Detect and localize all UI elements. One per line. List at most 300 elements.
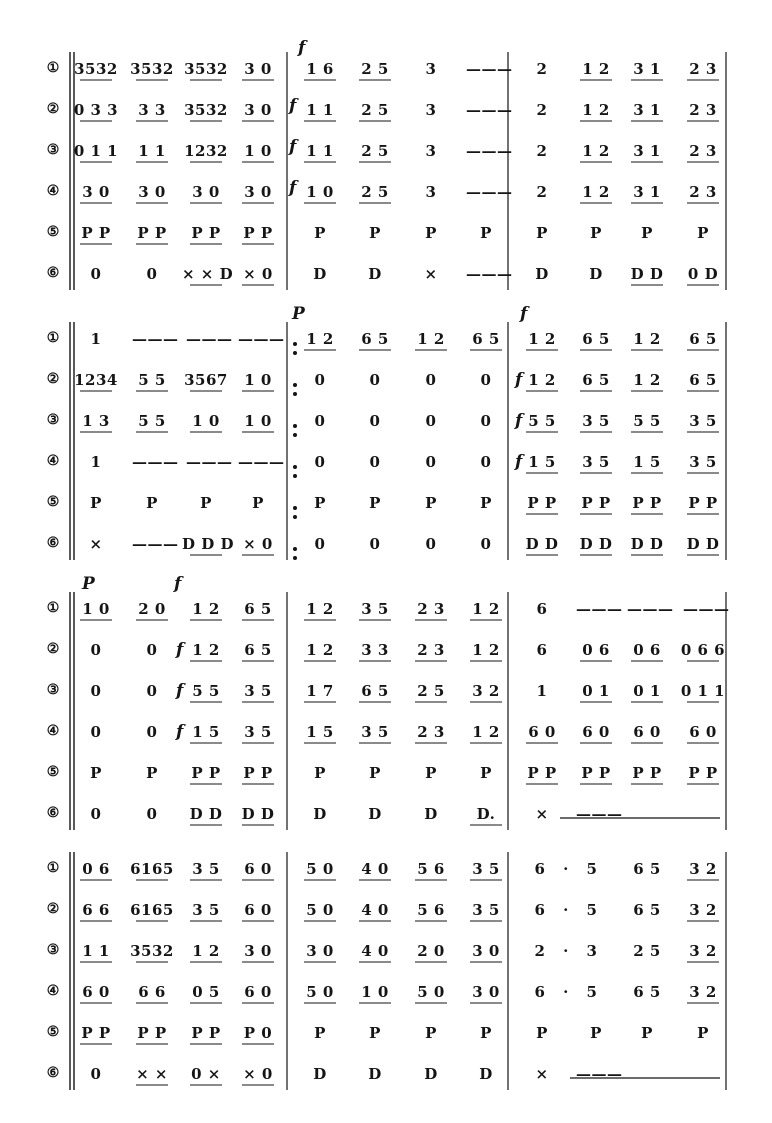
note-cell: 1 2 [582, 101, 610, 119]
part-label: ⑤ [46, 224, 60, 240]
note-cell: 4 0 [361, 901, 389, 919]
note-cell: × [535, 1065, 549, 1083]
note-cell: P [425, 1024, 437, 1042]
note-cell: 3532 [184, 101, 228, 119]
note-cell: 0 [146, 805, 158, 823]
note-cell: 0 [146, 641, 158, 659]
part-label: ① [46, 600, 60, 616]
note-cell: 0 [369, 412, 381, 430]
note-cell: P P [527, 494, 557, 512]
note-cell: 5 6 [417, 860, 445, 878]
note-cell: 1 [90, 330, 102, 348]
note-cell: 3 [425, 183, 437, 201]
note-cell: P [369, 494, 381, 512]
note-cell: 0 3 3 [73, 101, 119, 119]
repeat-dot [293, 506, 297, 510]
note-cell: P P [527, 764, 557, 782]
dynamic-forte: f [174, 574, 182, 594]
note-cell: 0 1 [582, 682, 610, 700]
dynamic-forte: f [176, 722, 184, 742]
note-cell: 2 [536, 60, 548, 78]
note-cell: 2 [536, 183, 548, 201]
note-cell: 6 6 [138, 983, 166, 1001]
note-cell: 6 5 [361, 682, 389, 700]
note-cell: 6 5 [633, 983, 661, 1001]
part-label: ⑥ [46, 805, 60, 821]
note-cell: 1234 [74, 371, 118, 389]
note-cell: P P [191, 224, 221, 242]
note-cell: 6 0 [244, 860, 272, 878]
note-cell: P [90, 764, 102, 782]
part-label: ③ [46, 682, 60, 698]
note-cell: D [368, 805, 382, 823]
note-cell: 1 1 [306, 142, 334, 160]
note-cell: 1 2 [306, 330, 334, 348]
note-cell: 0 [480, 371, 492, 389]
note-cell: 6 6 [82, 901, 110, 919]
note-cell: · [563, 901, 569, 919]
note-cell: P P [191, 764, 221, 782]
note-cell: P P [137, 224, 167, 242]
note-cell: P P [688, 764, 718, 782]
repeat-dot [293, 474, 297, 478]
note-cell: D D [189, 805, 223, 823]
note-cell: 1 [90, 453, 102, 471]
note-cell: 1 5 [633, 453, 661, 471]
note-cell: 1 0 [82, 600, 110, 618]
note-cell: 0 [480, 412, 492, 430]
note-cell: P [641, 224, 653, 242]
note-cell: 5 5 [633, 412, 661, 430]
note-cell: P [146, 764, 158, 782]
note-cell: P P [81, 224, 111, 242]
note-cell: 2 3 [417, 600, 445, 618]
note-cell: 0 [369, 535, 381, 553]
part-label: ③ [46, 412, 60, 428]
note-cell: 1 2 [417, 330, 445, 348]
note-cell: 1 1 [306, 101, 334, 119]
note-cell: P [314, 494, 326, 512]
note-cell: 2 5 [361, 101, 389, 119]
note-cell: 0 [369, 371, 381, 389]
held-note: ——— [466, 101, 513, 119]
note-cell: 0 [90, 1065, 102, 1083]
note-cell: P 0 [243, 1024, 273, 1042]
note-cell: 3 0 [472, 983, 500, 1001]
note-cell: 3532 [130, 942, 174, 960]
note-cell: 0 [425, 412, 437, 430]
held-note: ——— [466, 183, 513, 201]
note-cell: D D [686, 535, 720, 553]
part-label: ① [46, 330, 60, 346]
note-cell: 3567 [184, 371, 228, 389]
note-cell: P [480, 1024, 492, 1042]
held-note: ——— [186, 453, 233, 471]
note-cell: 1 2 [306, 600, 334, 618]
note-cell: 3532 [184, 60, 228, 78]
note-cell: 1 1 [138, 142, 166, 160]
repeat-dot [293, 424, 297, 428]
note-cell: 3 2 [689, 901, 717, 919]
note-cell: 3532 [130, 60, 174, 78]
note-cell: × 0 [243, 1065, 273, 1083]
note-cell: 2 0 [138, 600, 166, 618]
note-cell: 5 0 [306, 983, 334, 1001]
note-cell: 6 5 [472, 330, 500, 348]
dynamic-forte: f [176, 681, 184, 701]
note-cell: P [480, 764, 492, 782]
note-cell: 5 0 [306, 860, 334, 878]
note-cell: 0 [480, 453, 492, 471]
part-label: ④ [46, 453, 60, 469]
note-cell: 1 2 [633, 371, 661, 389]
note-cell: 1 2 [582, 142, 610, 160]
part-label: ④ [46, 723, 60, 739]
note-cell: P [314, 224, 326, 242]
dynamic-forte: f [520, 304, 528, 324]
note-cell: 1 [536, 682, 548, 700]
note-cell: · [563, 942, 569, 960]
note-cell: 0 [90, 265, 102, 283]
note-cell: 3 5 [689, 412, 717, 430]
note-cell: 3 [425, 142, 437, 160]
part-label: ② [46, 101, 60, 117]
note-cell: P [369, 224, 381, 242]
note-cell: 4 0 [361, 942, 389, 960]
note-cell: 3 3 [361, 641, 389, 659]
dynamic-forte: f [515, 411, 523, 431]
note-cell: 3 [425, 60, 437, 78]
note-cell: 3 0 [138, 183, 166, 201]
note-cell: 6 0 [244, 901, 272, 919]
note-cell: 2 5 [633, 942, 661, 960]
note-cell: 2 3 [689, 183, 717, 201]
note-cell: 2 3 [417, 641, 445, 659]
note-cell: 5 0 [306, 901, 334, 919]
note-cell: P P [632, 494, 662, 512]
note-cell: 1 2 [472, 600, 500, 618]
held-note: ——— [238, 330, 285, 348]
part-label: ⑤ [46, 494, 60, 510]
note-cell: × [424, 265, 438, 283]
note-cell: 6 [534, 983, 546, 1001]
note-cell: × [535, 805, 549, 823]
dynamic-forte: f [515, 370, 523, 390]
note-cell: 0 [314, 371, 326, 389]
note-cell: P [480, 494, 492, 512]
held-note: ——— [683, 600, 730, 618]
note-cell: 2 [536, 142, 548, 160]
note-cell: 0 [314, 412, 326, 430]
note-cell: D [368, 265, 382, 283]
note-cell: × × D [182, 265, 234, 283]
note-cell: 3 2 [689, 942, 717, 960]
note-cell: 6 5 [582, 330, 610, 348]
note-cell: 6 [534, 860, 546, 878]
note-cell: 1 5 [528, 453, 556, 471]
note-cell: 6 0 [528, 723, 556, 741]
note-cell: D [313, 1065, 327, 1083]
part-label: ① [46, 860, 60, 876]
note-cell: 1 1 [82, 942, 110, 960]
note-cell: 0 × [191, 1065, 221, 1083]
part-label: ③ [46, 142, 60, 158]
part-label: ⑤ [46, 764, 60, 780]
note-cell: 6 5 [689, 371, 717, 389]
note-cell: 3 5 [582, 453, 610, 471]
repeat-dot [293, 465, 297, 469]
note-cell: 2 5 [361, 142, 389, 160]
note-cell: 0 [90, 805, 102, 823]
note-cell: 0 6 [582, 641, 610, 659]
note-cell: 0 6 [82, 860, 110, 878]
note-cell: 1 0 [244, 412, 272, 430]
note-cell: P [480, 224, 492, 242]
dynamic-forte: f [298, 38, 306, 58]
note-cell: 2 0 [417, 942, 445, 960]
note-cell: D [479, 1065, 493, 1083]
note-cell: D D D [182, 535, 234, 553]
note-cell: 6165 [130, 860, 174, 878]
note-cell: 3 [586, 942, 598, 960]
note-cell: 2 3 [417, 723, 445, 741]
note-cell: 1 0 [306, 183, 334, 201]
note-cell: 6165 [130, 901, 174, 919]
note-cell: P P [243, 224, 273, 242]
note-cell: D [424, 1065, 438, 1083]
note-cell: 3532 [74, 60, 118, 78]
note-cell: 3 5 [472, 901, 500, 919]
part-label: ⑥ [46, 265, 60, 281]
note-cell: 5 5 [138, 371, 166, 389]
note-cell: × 0 [243, 265, 273, 283]
note-cell: 1 2 [472, 723, 500, 741]
held-note: ——— [186, 330, 233, 348]
note-cell: 3 2 [689, 860, 717, 878]
note-cell: 1 2 [192, 600, 220, 618]
note-cell: D D [579, 535, 613, 553]
note-cell: 0 6 [633, 641, 661, 659]
note-cell: 3 5 [361, 600, 389, 618]
note-cell: D [589, 265, 603, 283]
note-cell: P [252, 494, 264, 512]
note-cell: 1 0 [244, 371, 272, 389]
held-note: ——— [466, 142, 513, 160]
note-cell: 1 6 [306, 60, 334, 78]
note-cell: 0 [90, 723, 102, 741]
note-cell: 6 5 [633, 901, 661, 919]
note-cell: D D [241, 805, 275, 823]
repeat-dot [293, 547, 297, 551]
note-cell: × [89, 535, 103, 553]
note-cell: 0 5 [192, 983, 220, 1001]
held-note: ——— [576, 805, 623, 823]
note-cell: 1 2 [306, 641, 334, 659]
held-note: ——— [132, 453, 179, 471]
note-cell: P P [581, 764, 611, 782]
note-cell: 0 D [687, 265, 719, 283]
note-cell: 6 5 [244, 641, 272, 659]
note-cell: P [314, 764, 326, 782]
note-cell: 1 2 [472, 641, 500, 659]
note-cell: 1 0 [361, 983, 389, 1001]
note-cell: 1 2 [582, 60, 610, 78]
note-cell: 1 5 [306, 723, 334, 741]
repeat-dot [293, 515, 297, 519]
note-cell: 5 5 [138, 412, 166, 430]
note-cell: 0 [480, 535, 492, 553]
note-cell: 3 0 [82, 183, 110, 201]
note-cell: 3 0 [244, 942, 272, 960]
part-label: ③ [46, 942, 60, 958]
note-cell: 1 7 [306, 682, 334, 700]
note-cell: 2 5 [361, 183, 389, 201]
note-cell: 6 5 [689, 330, 717, 348]
dynamic-forte: f [289, 96, 297, 116]
note-cell: × × [136, 1065, 168, 1083]
note-cell: D [313, 265, 327, 283]
note-cell: 1 2 [633, 330, 661, 348]
note-cell: 1 2 [528, 371, 556, 389]
note-cell: P [369, 764, 381, 782]
note-cell: 6 5 [633, 860, 661, 878]
part-label: ⑥ [46, 535, 60, 551]
note-cell: 6 [536, 641, 548, 659]
note-cell: 6 5 [582, 371, 610, 389]
note-cell: 3 0 [244, 60, 272, 78]
note-cell: 6 5 [361, 330, 389, 348]
note-cell: P [590, 224, 602, 242]
note-cell: 0 [146, 265, 158, 283]
note-cell: D [535, 265, 549, 283]
repeat-dot [293, 351, 297, 355]
note-cell: P P [688, 494, 718, 512]
note-cell: 3 [425, 101, 437, 119]
dynamic-forte: f [289, 178, 297, 198]
held-note: ——— [132, 330, 179, 348]
note-cell: 2 3 [689, 142, 717, 160]
note-cell: 6 0 [244, 983, 272, 1001]
repeat-dot [293, 392, 297, 396]
note-cell: P [200, 494, 212, 512]
note-cell: 5 6 [417, 901, 445, 919]
dynamic-piano: P [82, 574, 95, 594]
note-cell: 3 5 [192, 860, 220, 878]
note-cell: P [697, 224, 709, 242]
note-cell: 1 3 [82, 412, 110, 430]
note-cell: 1 2 [582, 183, 610, 201]
note-cell: 6 0 [582, 723, 610, 741]
note-cell: 1 2 [528, 330, 556, 348]
part-label: ② [46, 641, 60, 657]
note-cell: 0 [425, 453, 437, 471]
note-cell: 0 6 6 [680, 641, 726, 659]
note-cell: P [425, 224, 437, 242]
note-cell: 6 0 [633, 723, 661, 741]
note-cell: 1 5 [192, 723, 220, 741]
note-cell: 3 1 [633, 183, 661, 201]
note-cell: 3 2 [472, 682, 500, 700]
part-label: ② [46, 371, 60, 387]
note-cell: 3 0 [306, 942, 334, 960]
note-cell: 6 [534, 901, 546, 919]
dynamic-forte: f [289, 137, 297, 157]
note-cell: 0 1 [633, 682, 661, 700]
note-cell: 3 2 [689, 983, 717, 1001]
note-cell: 0 1 1 [73, 142, 119, 160]
note-cell: 3 5 [361, 723, 389, 741]
note-cell: 5 5 [528, 412, 556, 430]
note-cell: 0 [146, 682, 158, 700]
note-cell: P [369, 1024, 381, 1042]
note-cell: P [536, 1024, 548, 1042]
note-cell: 3 5 [582, 412, 610, 430]
part-label: ⑥ [46, 1065, 60, 1081]
held-note: ——— [466, 60, 513, 78]
held-note: ——— [627, 600, 674, 618]
note-cell: 3 5 [472, 860, 500, 878]
note-cell: P [314, 1024, 326, 1042]
note-cell: 0 [146, 723, 158, 741]
note-cell: 3 1 [633, 142, 661, 160]
note-cell: 3 5 [244, 682, 272, 700]
repeat-dot [293, 556, 297, 560]
part-label: ① [46, 60, 60, 76]
note-cell: 3 0 [244, 101, 272, 119]
repeat-dot [293, 342, 297, 346]
part-label: ④ [46, 183, 60, 199]
note-cell: 2 5 [361, 60, 389, 78]
note-cell: 0 [425, 535, 437, 553]
note-cell: 5 [586, 901, 598, 919]
note-cell: · [563, 860, 569, 878]
note-cell: P [146, 494, 158, 512]
note-cell: 2 3 [689, 101, 717, 119]
part-label: ② [46, 901, 60, 917]
note-cell: D. [476, 805, 496, 823]
note-cell: P P [243, 764, 273, 782]
note-cell: P P [581, 494, 611, 512]
note-cell: 5 [586, 983, 598, 1001]
note-cell: P [425, 494, 437, 512]
note-cell: 0 1 1 [680, 682, 726, 700]
note-cell: D D [630, 535, 664, 553]
held-note: ——— [466, 265, 513, 283]
note-cell: 2 5 [417, 682, 445, 700]
held-note: ——— [238, 453, 285, 471]
repeat-dot [293, 433, 297, 437]
note-cell: 3 1 [633, 60, 661, 78]
dynamic-piano: P [292, 304, 305, 324]
note-cell: 5 0 [417, 983, 445, 1001]
note-cell: P [536, 224, 548, 242]
part-label: ④ [46, 983, 60, 999]
note-cell: P P [632, 764, 662, 782]
note-cell: 3 5 [244, 723, 272, 741]
note-cell: 3 0 [192, 183, 220, 201]
note-cell: 4 0 [361, 860, 389, 878]
note-cell: 0 [90, 641, 102, 659]
note-cell: 0 [425, 371, 437, 389]
dynamic-forte: f [176, 640, 184, 660]
note-cell: 1232 [184, 142, 228, 160]
note-cell: 1 2 [192, 641, 220, 659]
held-note: ——— [576, 1065, 623, 1083]
note-cell: × 0 [243, 535, 273, 553]
note-cell: D D [525, 535, 559, 553]
note-cell: P [641, 1024, 653, 1042]
note-cell: 3 0 [244, 183, 272, 201]
